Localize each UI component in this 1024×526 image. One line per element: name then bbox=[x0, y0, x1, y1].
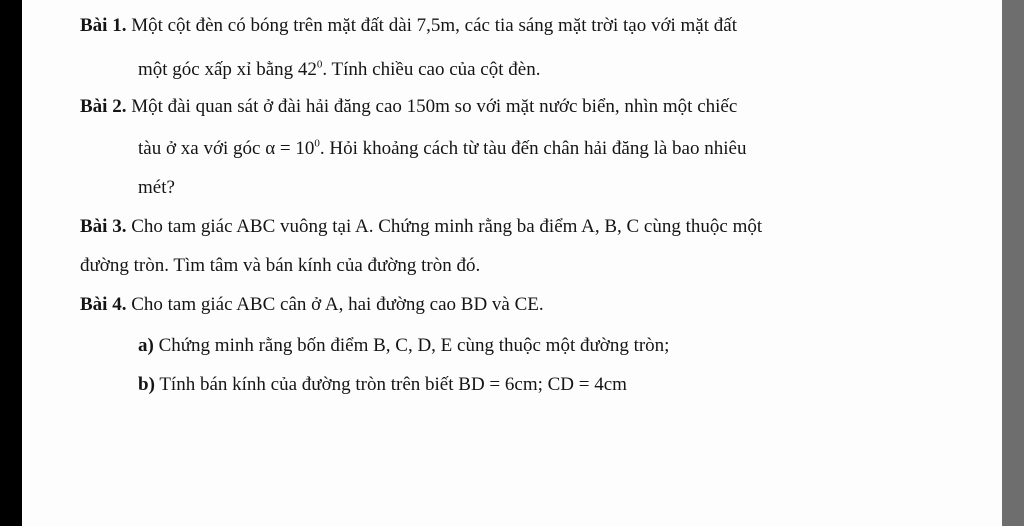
problem-3-text-2: đường tròn. Tìm tâm và bán kính của đường tròn đó. bbox=[80, 255, 481, 276]
document-page bbox=[22, 0, 1002, 526]
part-b-label: b) bbox=[138, 374, 155, 395]
degree-superscript: 0 bbox=[316, 58, 323, 71]
problem-2-line-1 bbox=[80, 95, 737, 119]
problem-2-text-3: mét? bbox=[138, 177, 175, 198]
part-a-label: a) bbox=[138, 335, 154, 356]
problem-4-line-1 bbox=[80, 293, 544, 317]
problem-1-text-1: Một cột đèn có bóng trên mặt đất dài 7,5m, các tia sáng mặt trời tạo với mặt đất bbox=[131, 15, 737, 36]
problem-1-text-2-pre: một góc xấp xỉ bằng 42 bbox=[138, 59, 317, 80]
problem-4-label: Bài 4. bbox=[80, 294, 127, 315]
problem-1-label: Bài 1. bbox=[80, 15, 127, 36]
problem-2-line-2 bbox=[138, 137, 746, 161]
problem-1-text-2-post: . Tính chiều cao của cột đèn. bbox=[322, 59, 541, 80]
degree-superscript: 0 bbox=[314, 137, 320, 150]
problem-3-label: Bài 3. bbox=[80, 216, 127, 237]
problem-3-text-1: Cho tam giác ABC vuông tại A. Chứng minh rằng ba điểm A, B, C cùng thuộc một bbox=[131, 216, 763, 237]
problem-2-text-1: Một đài quan sát ở đài hải đăng cao 150m so với mặt nước biển, nhìn một chiếc bbox=[131, 96, 738, 117]
problem-1-line-1 bbox=[80, 14, 737, 38]
problem-2-text-2-post: . Hỏi khoảng cách từ tàu đến chân hải đăng là bao nhiêu bbox=[319, 138, 747, 159]
part-b-text: Tính bán kính của đường tròn trên biết BD = 6cm; CD = 4cm bbox=[159, 374, 627, 395]
problem-2-label: Bài 2. bbox=[80, 96, 127, 117]
problem-3-line-1 bbox=[80, 215, 762, 239]
problem-4-text-1: Cho tam giác ABC cân ở A, hai đường cao BD và CE. bbox=[131, 294, 544, 315]
problem-3-line-2 bbox=[80, 254, 480, 278]
problem-2-line-3 bbox=[138, 176, 175, 200]
scroll-edge bbox=[1002, 0, 1024, 526]
problem-4-part-b bbox=[138, 373, 627, 397]
part-a-text: Chứng minh rằng bốn điểm B, C, D, E cùng thuộc một đường tròn; bbox=[158, 335, 670, 356]
problem-1-line-2 bbox=[138, 58, 540, 82]
problem-4-part-a bbox=[138, 334, 669, 358]
problem-2-text-2-pre: tàu ở xa với góc α = 10 bbox=[138, 138, 315, 159]
